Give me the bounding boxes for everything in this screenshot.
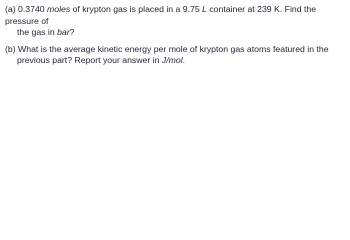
liter-unit-italic: L bbox=[202, 4, 207, 14]
moles-italic: moles bbox=[47, 4, 71, 14]
part-b-line-2: previous part? Report your answer in J/mol. bbox=[17, 55, 186, 66]
question-part-b bbox=[5, 44, 346, 67]
part-b-line-1: (b) What is the average kinetic energy per mole of krypton gas atoms featured in the bbox=[5, 43, 329, 54]
question-part-a bbox=[5, 4, 346, 39]
part-a-line-1: (a) 0.3740 moles of krypton gas is placed in a 9.75 L container at 239 K. Find the pressure of bbox=[5, 4, 317, 26]
jmol-unit-italic: J/mol bbox=[161, 55, 183, 66]
question-document bbox=[0, 0, 350, 74]
part-a-line-2: the gas in bar? bbox=[17, 27, 75, 38]
bar-unit-italic: bar bbox=[57, 27, 70, 38]
